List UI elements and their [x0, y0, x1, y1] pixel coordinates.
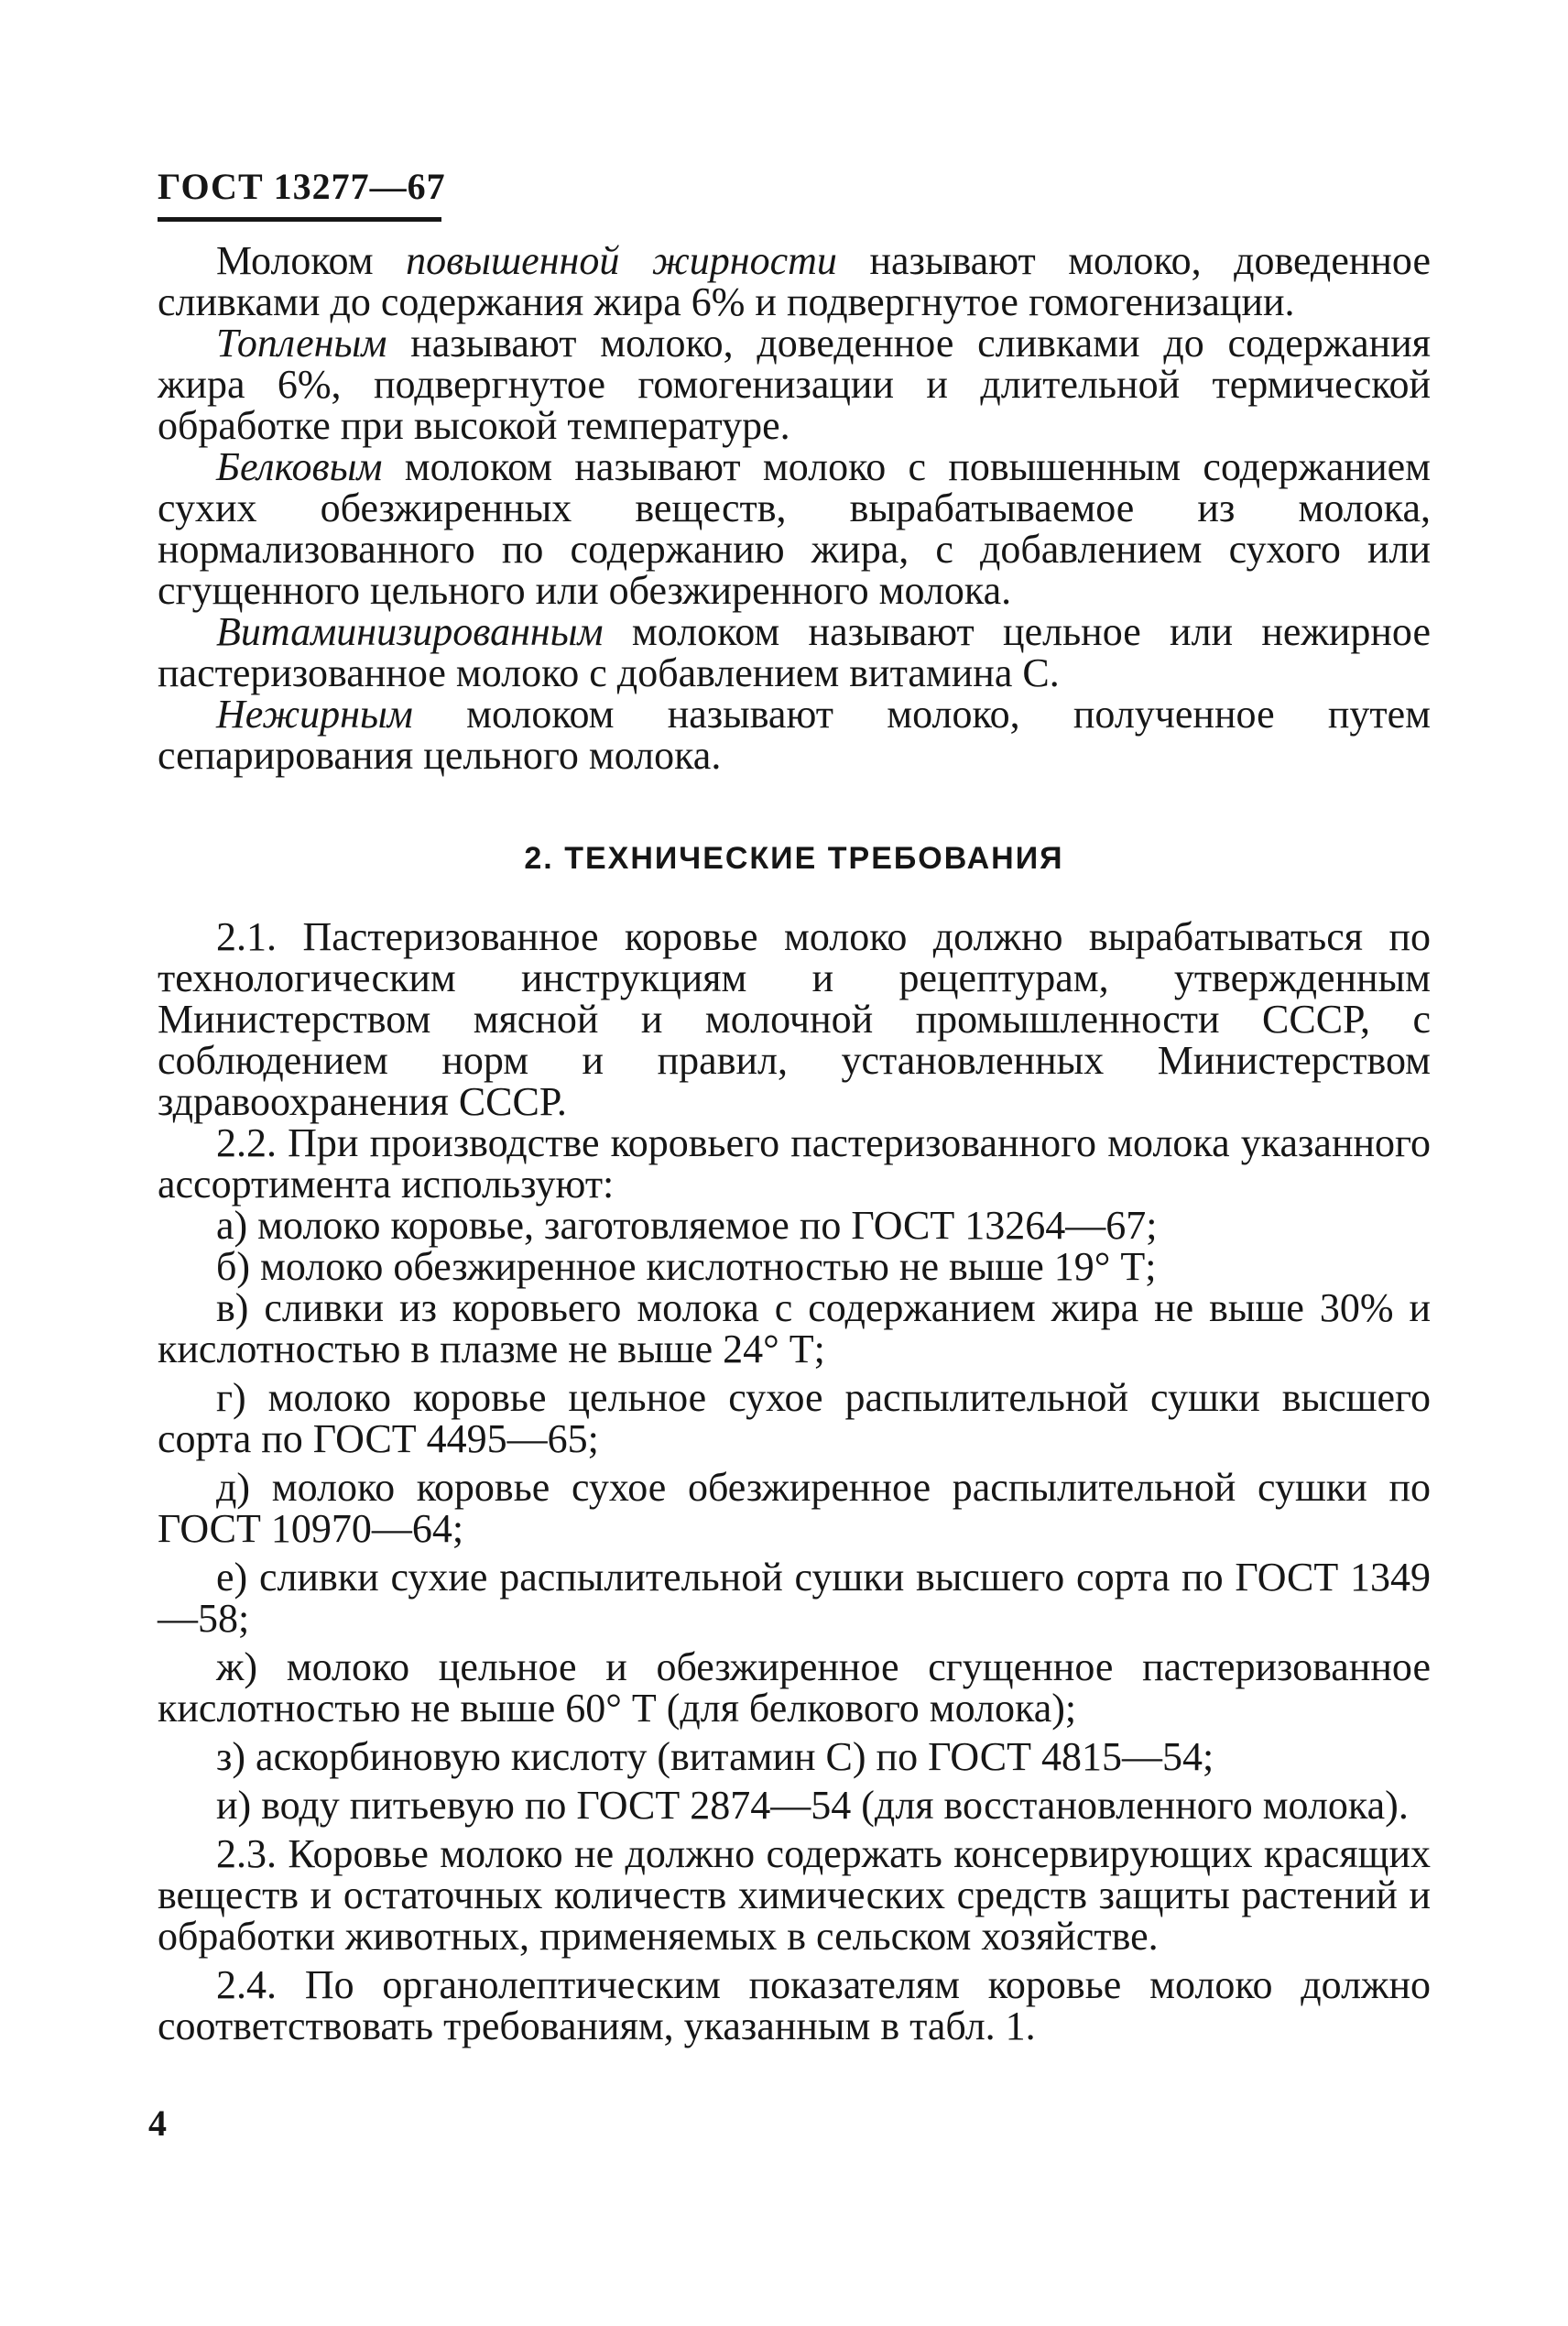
definition-paragraph: Топленым называют молоко, доведенное сливками до содержания жира 6%, подвергнутое гомогенизации и длительной термической обработке при высокой температуре. [158, 321, 1431, 448]
definition-paragraph: Молоком повышенной жирности называют молоко, доведенное сливками до содержания жира 6% и подвергнутое гомогенизации. [158, 238, 1432, 324]
definition-paragraph: Витаминизированным молоком называют цельное или нежирное пастеризованное молоко с добавлением витамина С. [158, 609, 1431, 695]
defined-term: Витаминизированным [216, 609, 604, 654]
defined-term: Белковым [216, 444, 383, 489]
list-item: ж) молоко цельное и обезжиренное сгущенное пастеризованное кислотностью не выше 60° Т (для белкового молока); [158, 1644, 1431, 1731]
definition-paragraph: Нежирным молоком называют молоко, полученное путем сепарирования цельного молока. [158, 692, 1431, 778]
list-item: б) молоко обезжиренное кислотностью не выше 19° Т; [216, 1244, 1157, 1289]
header-underline [158, 217, 441, 222]
clause-2-3: 2.3. Коровье молоко не должно содержать консервирующих красящих веществ и остаточных количеств химических средств защиты растений и обработки животных, применяемых в сельском хозяйстве. [158, 1831, 1431, 1959]
clause-2-1: 2.1. Пастеризованное коровье молоко должно вырабатываться по технологическим инструкциям и рецептурам, утвержденным Министерством мясной и молочной промышленности СССР, с соблюдением норм и правил, установленных Министерством здравоохранения СССР. [158, 914, 1431, 1124]
list-item: д) молоко коровье сухое обезжиренное распылительной сушки по ГОСТ 10970—64; [158, 1465, 1431, 1551]
defined-term: Нежирным [216, 692, 413, 737]
list-item: а) молоко коровье, заготовляемое по ГОСТ 13264—67; [216, 1203, 1158, 1248]
document-body [158, 240, 1431, 2047]
list-item: з) аскорбиновую кислоту (витамин С) по ГОСТ 4815—54; [216, 1734, 1214, 1779]
clause-2-4: 2.4. По органолептическим показателям коровье молоко должно соответствовать требованиям, указанным в табл. 1. [158, 1962, 1431, 2048]
document-header: ГОСТ 13277—67 [158, 166, 446, 207]
list-item: е) сливки сухие распылительной сушки высшего сорта по ГОСТ 1349—58; [158, 1555, 1431, 1641]
section-heading: 2. ТЕХНИЧЕСКИЕ ТРЕБОВАНИЯ [524, 841, 1064, 876]
list-item: г) молоко коровье цельное сухое распылительной сушки высшего сорта по ГОСТ 4495—65; [158, 1375, 1431, 1461]
list-item: и) воду питьевую по ГОСТ 2874—54 (для восстановленного молока). [216, 1783, 1409, 1828]
defined-term: повышенной жирности [406, 238, 837, 283]
definition-paragraph: Белковым молоком называют молоко с повышенным содержанием сухих обезжиренных веществ, вырабатываемое из молока, нормализованного по содержанию жира, с добавлением сухого или сгущенного цельного или обезжиренного молока. [158, 444, 1431, 613]
clause-2-2: 2.2. При производстве коровьего пастеризованного молока указанного ассортимента используют: [158, 1120, 1431, 1207]
list-item: в) сливки из коровьего молока с содержанием жира не выше 30% и кислотностью в плазме не выше 24° Т; [158, 1285, 1431, 1371]
page-number: 4 [148, 2102, 167, 2144]
defined-term: Топленым [216, 321, 387, 366]
